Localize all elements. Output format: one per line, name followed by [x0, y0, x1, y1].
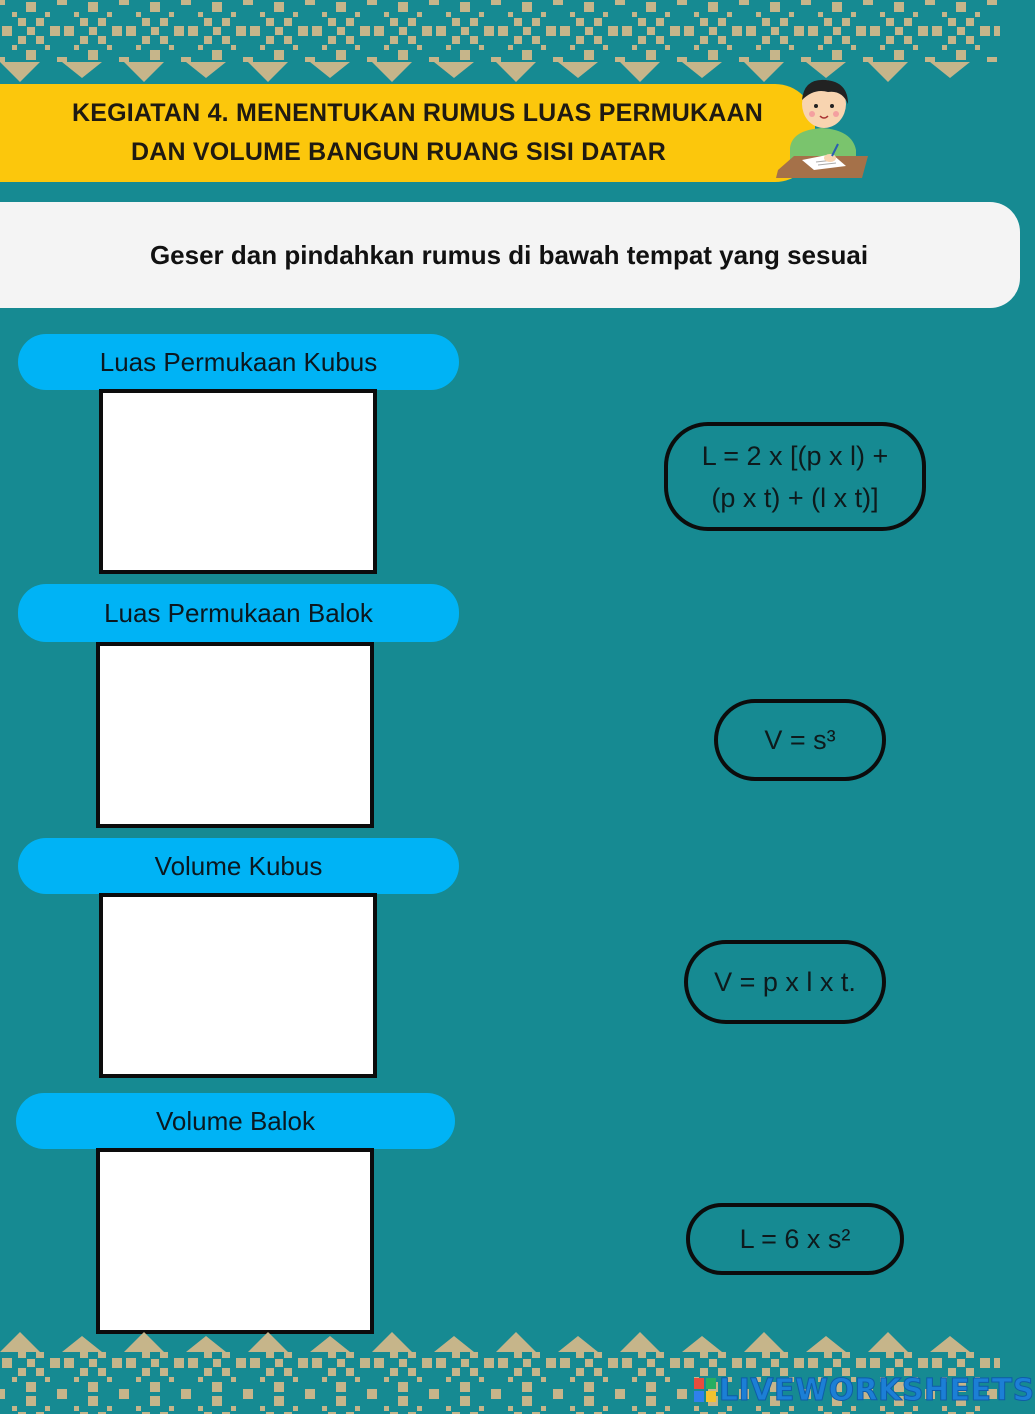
title-banner: [0, 84, 815, 182]
liveworksheets-watermark: [693, 1372, 1035, 1408]
label-luas-permukaan-balok: Luas Permukaan Balok: [18, 584, 459, 642]
label-volume-balok: Volume Balok: [16, 1093, 455, 1149]
drop-zone-luas-permukaan-kubus[interactable]: [99, 389, 377, 574]
formula-text-line-2: (p x t) + (l x t)]: [711, 482, 879, 513]
page-title-line-1: KEGIATAN 4. MENENTUKAN RUMUS LUAS PERMUKAAN: [71, 99, 763, 127]
formula-tile-luas-balok[interactable]: [664, 422, 926, 531]
formula-text: V = s³: [764, 725, 836, 755]
watermark-text: LIVEWORKSHEETS: [719, 1372, 1035, 1408]
formula-text: V = p x l x t.: [714, 967, 856, 997]
formula-tile-volume-balok[interactable]: [684, 940, 886, 1024]
drop-zone-luas-permukaan-balok[interactable]: [96, 642, 374, 828]
page-title-line-2: DAN VOLUME BANGUN RUANG SISI DATAR: [130, 138, 667, 166]
formula-tile-volume-kubus[interactable]: [714, 699, 886, 781]
formula-tile-luas-kubus[interactable]: [686, 1203, 904, 1275]
drop-zone-volume-kubus[interactable]: [99, 893, 377, 1078]
instruction-text: Geser dan pindahkan rumus di bawah tempat yang sesuai: [149, 239, 869, 270]
student-writing-icon: [772, 70, 872, 190]
formula-text: L = 6 x s²: [739, 1224, 851, 1254]
drop-zone-volume-balok[interactable]: [96, 1148, 374, 1334]
liveworksheets-logo-icon: [693, 1377, 717, 1403]
label-volume-kubus: Volume Kubus: [18, 838, 459, 894]
instruction-bar: [0, 202, 1020, 308]
formula-text-line-1: L = 2 x [(p x l) +: [701, 440, 889, 471]
label-luas-permukaan-kubus: Luas Permukaan Kubus: [18, 334, 459, 390]
